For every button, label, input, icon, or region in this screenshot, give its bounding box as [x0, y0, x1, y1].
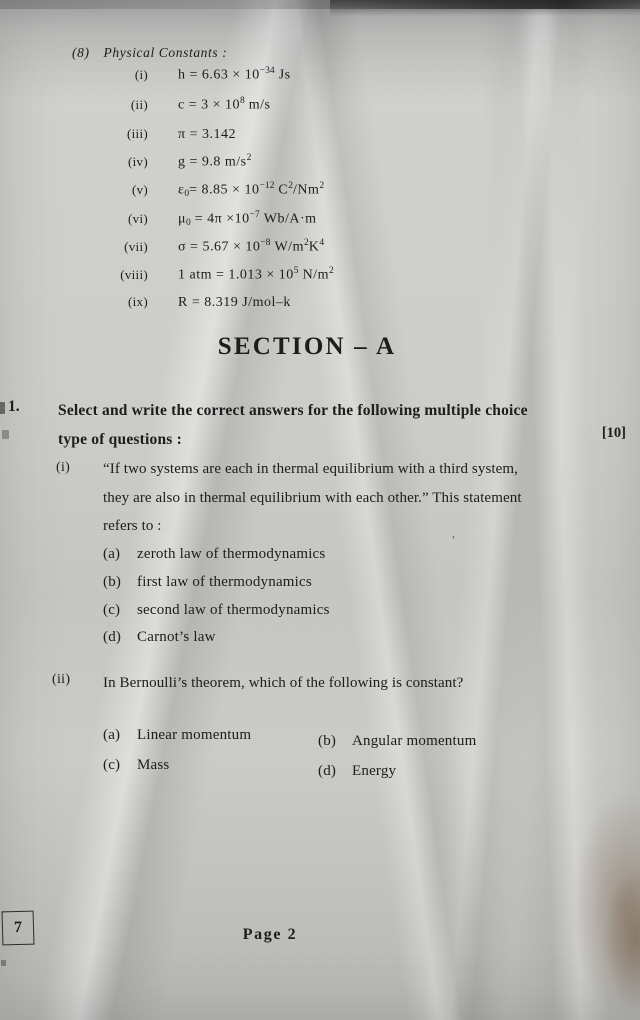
constant-row [60, 294, 480, 311]
option-text: second law of thermodynamics [137, 602, 330, 618]
option-tag: (b) [103, 574, 122, 590]
constant-row [60, 266, 480, 284]
constant-roman: (vi) [128, 210, 148, 226]
constant-row [60, 126, 480, 143]
option-tag: (c) [103, 757, 121, 773]
option-i-b[interactable] [103, 574, 312, 591]
stamp-number: 7 [13, 918, 23, 937]
constant-value: $c = 3 \times 10^8$ m/s [178, 96, 271, 113]
constant-row [60, 153, 480, 171]
constant-value: $\mu_0 = 4\pi \times 10^{-7}$ Wb/A·m [178, 210, 317, 228]
option-ii-d[interactable] [318, 763, 396, 780]
sub-question-text-ii: In Bernoulli’s theorem, which of the following is constant? [103, 675, 464, 691]
constant-roman: (ix) [128, 294, 148, 309]
constant-value: 1 atm = $1.013 \times 10^5$ $N/m^2$ [178, 266, 334, 283]
edge-mark [1, 960, 6, 966]
constant-roman: (iii) [127, 126, 148, 141]
sub-question-label-ii: (ii) [52, 672, 71, 687]
physical-constants-title: Physical Constants : [103, 45, 228, 60]
page-label: Page 2 [242, 926, 298, 943]
section-heading: SECTION – A [217, 333, 397, 360]
constant-roman: (vii) [124, 238, 148, 254]
constant-roman: (iv) [128, 153, 148, 169]
constant-value: R = 8.319 J/mol–k [178, 295, 291, 310]
option-tag: (a) [103, 727, 121, 743]
constant-roman: (i) [134, 66, 148, 82]
constant-value: $\sigma = 5.67 \times 10^{-8}$ $W/m^2K^4$ [178, 238, 325, 255]
constant-roman: (ii) [130, 96, 148, 112]
option-text: Mass [137, 757, 170, 773]
constant-value: g = 9.8 $m/s^2$ [178, 153, 252, 170]
option-i-d[interactable] [103, 629, 216, 646]
option-tag: (d) [318, 763, 337, 779]
constant-roman: (viii) [120, 266, 148, 282]
marks-allocation: [10] [601, 425, 626, 441]
sub-question-text-i: “If two systems are each in thermal equilibrium with a third system, they are also in thermal equilibrium with each other.” This statement refers to : [103, 461, 522, 534]
option-tag: (a) [103, 546, 121, 562]
constant-row [60, 238, 480, 256]
physical-constants-number: (8) [72, 45, 90, 60]
option-i-a[interactable] [103, 546, 325, 563]
constant-roman: (v) [131, 181, 148, 197]
question-instruction: Select and write the correct answers for the following multiple choice type of questions : [58, 402, 528, 448]
margin-smudge [2, 430, 9, 439]
constant-value: $\varepsilon_0= 8.85 \times 10^{-12}$ $C^2/Nm^2$ [178, 181, 325, 199]
option-text: Energy [352, 763, 397, 779]
option-text: zeroth law of thermodynamics [137, 546, 326, 562]
option-text: first law of thermodynamics [137, 574, 312, 590]
option-ii-c[interactable] [103, 757, 169, 774]
constant-row [60, 210, 480, 228]
constant-row [60, 96, 480, 114]
pen-mark: , [452, 526, 455, 540]
option-tag: (d) [103, 629, 122, 645]
option-i-c[interactable] [103, 602, 330, 619]
physical-constants-heading [72, 45, 227, 61]
option-tag: (c) [103, 602, 121, 618]
constant-row [60, 181, 480, 199]
option-text: Angular momentum [352, 733, 477, 749]
constant-value: π = 3.142 [178, 127, 236, 142]
option-ii-a[interactable] [103, 727, 251, 744]
constant-row [60, 66, 480, 84]
option-text: Carnot’s law [137, 629, 216, 645]
constant-value: $h = 6.63 \times 10^{-34}$ Js [178, 66, 291, 83]
option-tag: (b) [318, 733, 337, 749]
question-number: 1. [8, 398, 20, 415]
option-text: Linear momentum [137, 727, 252, 743]
option-ii-b[interactable] [318, 733, 476, 750]
sub-question-label-i: (i) [56, 460, 71, 475]
